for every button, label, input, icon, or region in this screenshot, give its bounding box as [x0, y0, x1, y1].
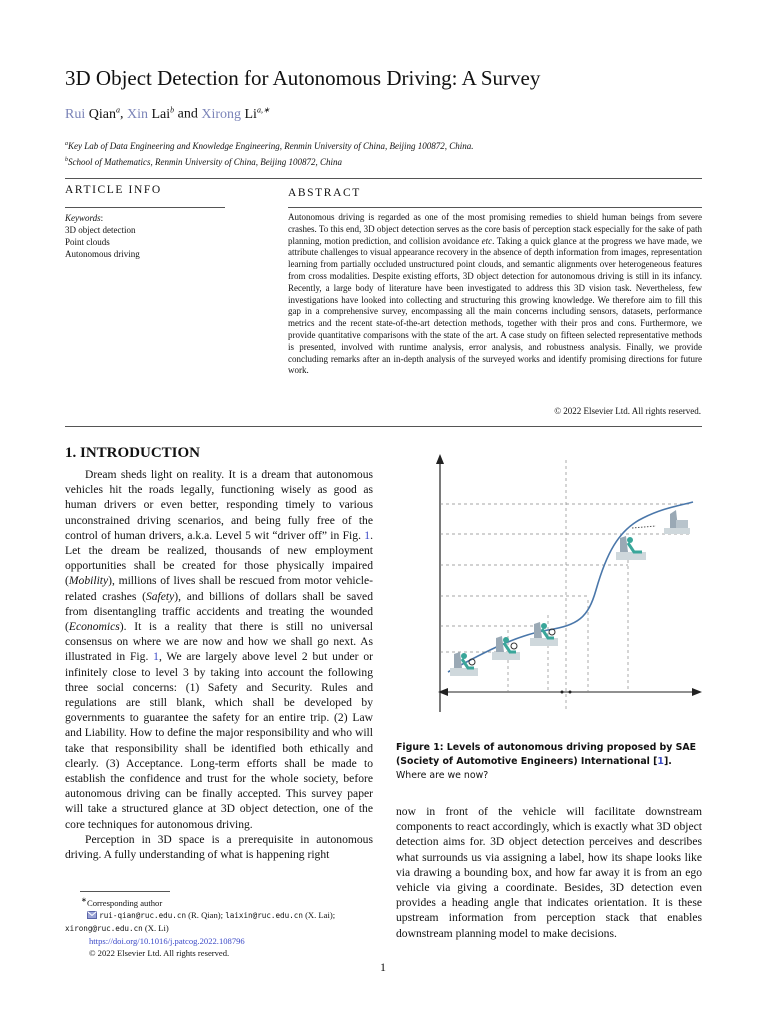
paper-title: 3D Object Detection for Autonomous Driving: A Survey [65, 66, 541, 90]
affiliations [65, 137, 473, 169]
citation-link[interactable]: 1 [657, 756, 664, 767]
y-axis [436, 454, 444, 712]
affiliation-b: $^b$School of Mathematics, Renmin University of China, Beijing 100872, China [65, 157, 342, 167]
figure-ref-link[interactable]: 1 [364, 528, 371, 542]
author-1: Rui Qian$^a$ [65, 105, 120, 122]
author-3: Xirong $Li^{a,∗}$ [201, 105, 270, 122]
header-divider [65, 178, 702, 179]
article-info-divider [65, 207, 225, 208]
figure-ref-link[interactable]: 1 [153, 650, 159, 664]
affiliation-a: $^a$Key Lab of Data Engineering and Knowledge Engineering, Renmin University of China, Beijing 100872, China. [65, 141, 474, 151]
abstract-text: Autonomous driving is regarded as one of the most promising remedies to shield human beings from severe crashes. To this end, 3D object detection serves as the core basis of perception stack especially for the sake of path planning, motion prediction, and collision avoidance etc. Taking a quick glance at the progress we have made, we attribute challenges to visual appearance recovery in the absence of depth information from images, representation learning from partially occluded unstructured point clouds, and semantic alignments over heterogeneous features from cross modalities. Despite existing efforts, 3D object detection for autonomous driving is still in its infancy. Recently, a large body of literature have been investigated to address this 3D vision task. Nevertheless, few investigations have looked into collecting and structuring this growing knowledge. We therefore aim to fill this gap in a comprehensive survey, encompassing all the main concerns including sensors, datasets, performance metrics and the recent state-of-the-art detection methods, together with their pros and cons. Furthermore, we provide quantitative comparisons with the state of the art. A case study on fifteen selected representative methods is presented, involved with runtime analysis, error analysis, and robustness analysis. Finally, we provide concluding remarks after an in-depth analysis of the surveyed works and identify promising directions for future work. [288, 212, 702, 376]
abstract-heading: ABSTRACT [288, 187, 361, 199]
abstract-bottom-divider [65, 426, 702, 427]
intro-paragraph-3: now in front of the vehicle will facilitate downstream components to react accordingly, which is exactly what 3D object detection aims for. 3D object detection perceives and describes what surrounds us via assigning a label, how its shape looks like via drawing a bounding box, and how far away it is from an ego vehicle via giving a coordinate. Besides, 3D detection even provides a heading angle that indicates orientation. It is these upstream information from perception stack that enables downstream planning model to make decisions. [396, 805, 702, 940]
level-3-driver-icon [616, 526, 656, 560]
intro-left-column [65, 467, 373, 862]
footnote: ∗Corresponding author rui-qian@ruc.edu.cn (R. Qian); laixin@ruc.edu.cn (X. Lai); xirong@ruc.edu.cn (X. Li) https://doi.org/10.1016/j.patcog.2022.108796 © 2022 Elsevier Ltd. All rights reserved. [65, 896, 336, 958]
footnote-divider [80, 891, 170, 892]
email-icon [87, 911, 97, 919]
abstract-divider [288, 207, 702, 208]
email-link-li[interactable]: xirong@ruc.edu.cn [65, 923, 143, 933]
author-list: Rui Qian$^a$, Xin Lai$^b$ and Xirong $Li^{a,∗}$ [65, 105, 270, 122]
intro-paragraph-2: Perception in 3D space is a prerequisite in autonomous driving. A fully understanding of what is happening right [65, 832, 373, 862]
keyword: 3D object detection [65, 225, 136, 235]
intro-paragraph-1: Dream sheds light on reality. It is a dream that autonomous vehicles hit the roads legally, functioning wisely as good as human drivers or even better, responding timely to various unconstrained driving scenarios, and being fully free of the control of human drivers, a.k.a. Level 5 wit “driver off” in Fig. 1. Let the dream be realized, thousands of new employment opportunities shall be created for those physically impaired (Mobility), millions of lives shall be rescued from motor vehicle-related crashes (Safety), and billions of dollars shall be saved from disentangling traffic accidents and treating the wounded (Economics). It is a reality that there is still no universal consensus on where we are now and how we shall go next. As illustrated in Fig. 1, We are largely above level 2 but under or infinitely close to level 3 by taking into account the following three social concerns: (1) Safety and Security. Rules and regulations are still blank, which shall be developed by governments to guarantee the safety for an entire trip. (2) Law and Liability. How to define the major responsibility and who will take that responsibility shall be identified both ethically and clearly. (3) Acceptance. Long-term efforts shall be made to establish the confidence and trust for the whole society, before autonomous driving can be finally accepted. This survey paper will take a structured glance at 3D object detection, one of the core techniques for autonomous driving. [65, 468, 373, 831]
intro-right-column [396, 804, 702, 941]
doi-link[interactable]: https://doi.org/10.1016/j.patcog.2022.108796 [89, 935, 245, 946]
keyword: Point clouds [65, 237, 110, 247]
keyword: Autonomous driving [65, 249, 140, 259]
keywords-block: Keywords: 3D object detection Point clouds Autonomous driving [65, 213, 140, 259]
level-5-seat-icon [664, 510, 690, 534]
author-2: Xin Lai$^b$ [126, 105, 175, 122]
abstract-copyright: © 2022 Elsevier Ltd. All rights reserved. [554, 406, 701, 416]
page-number: 1 [380, 960, 386, 974]
axis-marker [569, 691, 572, 694]
article-info-heading: ARTICLE INFO [65, 184, 162, 196]
level-2-driver-icon [530, 622, 558, 646]
section-heading-introduction: 1. INTRODUCTION [65, 445, 201, 461]
progress-curve [448, 502, 693, 672]
sae-levels-figure [428, 450, 706, 722]
level-0-driver-icon [450, 652, 478, 676]
email-link-lai[interactable]: laixin@ruc.edu.cn [225, 910, 303, 920]
figure-caption: Figure 1: Levels of autonomous driving proposed by SAE (Society of Automotive Engineers) International [1]. Where are we now? [396, 742, 697, 781]
axis-marker [561, 691, 564, 694]
email-link-qian[interactable]: rui-qian@ruc.edu.cn [99, 910, 187, 920]
